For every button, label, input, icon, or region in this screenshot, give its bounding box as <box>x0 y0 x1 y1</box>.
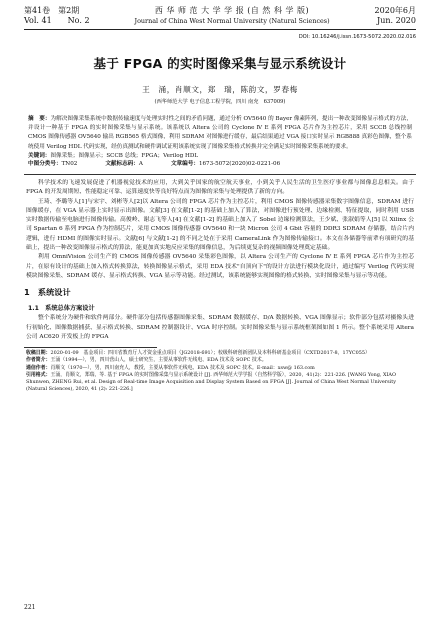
page-number: 221 <box>24 604 36 611</box>
keywords-text: 图像采集；图像显示；SCCB 总线；FPGA；Verilog HDL <box>50 152 199 159</box>
footnote-label: 引用格式： <box>26 371 51 378</box>
doi: DOI: 10.16246/j.issn.1673-5072.2020.02.016 <box>298 34 416 40</box>
running-header <box>24 6 416 26</box>
paper-title: 基于 FPGA 的实时图像采集与显示系统设计 <box>93 56 347 71</box>
clc-label: 中图分类号： <box>28 161 62 168</box>
abstract-divider <box>24 174 416 175</box>
classification-row <box>24 160 416 169</box>
keywords <box>24 152 416 161</box>
clc-value: TN02 <box>61 161 78 168</box>
abstract <box>24 115 416 152</box>
subsection-heading: 1.1 系统总体方案设计 <box>28 305 95 313</box>
header-divider <box>24 29 416 30</box>
footnotes <box>24 350 416 393</box>
footnote-divider <box>24 347 157 348</box>
journal-name-cn: 西 华 师 范 大 学 学 报 (自 然 科 学 版) <box>154 6 310 15</box>
footnote-text: 2020-01-09 基金项目：四川省教育厅人才资金重点项目（JG2018-691）；校级科研创新团队及本科科研基金项目（CXTD2017-8，17YC055） <box>50 350 370 357</box>
volume-info <box>24 6 90 26</box>
footnote-text: 王涌（1994—），男，四川营山人，硕士研究生，主要从事软件无线电、EDA 技术及 SOPC 技术。 <box>50 357 267 364</box>
footnote-citation <box>26 372 414 394</box>
footnote-label: 收稿日期： <box>26 350 51 357</box>
author-list: 王 涌，肖顺文，郑 瑞，陈韵文，罗春梅 <box>142 85 298 94</box>
intro-paragraph: 利用 OmniVision 公司生产的 CMOS 图像传感器 OV5640 采集彩色图像，以 Altera 公司生产的 Cyclone Ⅳ E 系列 FPGA 芯片作为主控芯片，在原有设计的基础上加入格式转换算法，转换图像显示格式，采用 EDA 技术"自顶向下"的设计方法进行模块化设计，通过编写 Verilog 代码实现模块图像采集、SDRAM 缓存、显示格式转换、VGA 显示等功能。经过测试，该系统能够实现图像的格式转换、实时图像采集与显示等功能。 <box>26 254 414 279</box>
document-code-label: 文献标志码： <box>105 161 139 168</box>
section-heading: 1 系统设计 <box>24 287 71 298</box>
issue-date-cn: 2020年6月 <box>374 6 416 15</box>
intro-paragraph: 科学技术的飞速发展促进了机器视觉技术的应用，大到关乎国家的航空航天事业，小到关乎人民生活的卫生医疗事业都与图像息息相关。由于 FPGA 的开发周期短、性能稳定可靠、运算速度快等良好特点而为图像的采集与处理提供了新的方向。 <box>26 180 414 196</box>
keywords-label: 关键词： <box>28 152 51 159</box>
section-paragraph: 整个系统分为硬件和软件两部分。硬件部分包括传感器图像采集、SDRAM 数据缓存、D/A 数据转换、VGA 图像显示；软件部分包括对摄像头进行初始化、图像数据捕获、显示格式转换、SDRAM 控制器设计、VGA 时序控制。实时图像采集与显示系统框架图如图 1 所示。整个系统采用 Altera 公司 AC620 开发板上的 FPGA <box>26 315 414 340</box>
document-code-value: A <box>138 161 143 168</box>
intro-paragraph: 王琦、李璐等人[1]与宋宇、刘彬等人[2]以 Altera 公司的 FPGA 芯片作为主控芯片，利用 CMOS 图像传感器采集数字图像信息，SDRAM 进行图像缓存，在 VGA 显示器上实时显示出图像。文献[3] 在文献[1-2] 的基础上加入了算法，对图像进行预处理、边缘检测、特征提取，同时利用 USB 实时数据传输至电脑进行图像传输。高俊岭、谢志飞等人[4] 在文献[1-2] 的基础上加入了 Sobel 边缘检测算法，王少斌、张淑娟等人[5] 以 Xilinx 公司 Spartan 6 系列 FPGA 作为控制芯片，采用 CMOS 图像传感器 OV5640 和一块 Micron 公司 4 Gbit 容量的 DDR3 SDRAM 存储器，结合片内逻辑，进行 HDMI 的图像实时显示。文献[6] 与文献[1-2] 的不同之处在于采用 CameraLink 作为图像传输接口。本文在各储器等前辈有项研究的基础上，提出一种改变图像显示格式的算法，能更加真实地反应采集的图像信息，为后续更复杂的视频图像处理奠定基础。 <box>26 198 414 252</box>
abstract-text: 为解决图像采集系统中数据传输速度与处理实时性之间的矛盾问题，通过分析 OV5640 的 Bayer 像素阵列，提出一种改变图像显示格式的方法，并设计一种基于 FPGA 的实时图像采集与显示系统。该系统以 Altera 公司的 Cyclone Ⅳ E 系列 FPGA 芯片作为主控芯片，采用 SCCB 总线控制 CMOS 图像传感器 OV5640 输出 RGB565 格式图像，利用 SDRAM 对图像进行缓存，最后结果通过 VGA 接口实时显示 RGB888 真彩色图像，整个系统使用 Verilog HDL 代码实现，经仿真测试和硬件调试证明该系统实现了图像采集格式转换并完全满足实时图像采集系统的要求。 <box>28 116 412 150</box>
journal-name <box>90 6 375 26</box>
article-number <box>171 160 280 169</box>
affiliation: (西华师范大学 电子信息工程学院，四川 南充 637009) <box>154 99 286 105</box>
journal-name-en: Journal of China West Normal University (Natural Sciences) <box>134 17 330 25</box>
document-code <box>105 160 143 169</box>
issue-date-en: Jun. 2020 <box>377 16 416 25</box>
volume-en: Vol. 41 No. 2 <box>24 16 90 25</box>
footnote-text: 王涌，肖顺文，郑瑞，等. 基于 FPGA 的实时图像采集与显示系统设计 [J]. 西华师范大学学报（自然科学版），2020，41(2)：221-226. [WANG Yong, XIAO Shunwen, ZHENG Rui, et al. Design of Real-time Image Acquisition and Display System Based on FPGA [J]. Journal of China West Normal University (Natural Sciences), 2020, 41 (2): 221-226.] <box>26 371 396 393</box>
footnote-label: 作者简介： <box>26 357 51 364</box>
clc-number <box>28 160 77 169</box>
abstract-label: 摘 要： <box>28 116 51 122</box>
footnote-author <box>26 357 414 364</box>
footnote-text: 肖顺文（1970—），男，四川南充人，教授，主要从事软件无线电、EDA 技术及 SOPC 技术。E-mail：xsw@ 163.com <box>50 364 315 371</box>
article-number-value: 1673-5072(2020)02-0221-06 <box>198 161 281 168</box>
footnote-label: 通信作者： <box>26 364 51 371</box>
volume-cn: 第41卷 第2期 <box>24 6 80 15</box>
article-number-label: 文章编号： <box>170 161 199 168</box>
footnote-corresponding <box>26 365 414 372</box>
issue-date <box>375 6 416 26</box>
